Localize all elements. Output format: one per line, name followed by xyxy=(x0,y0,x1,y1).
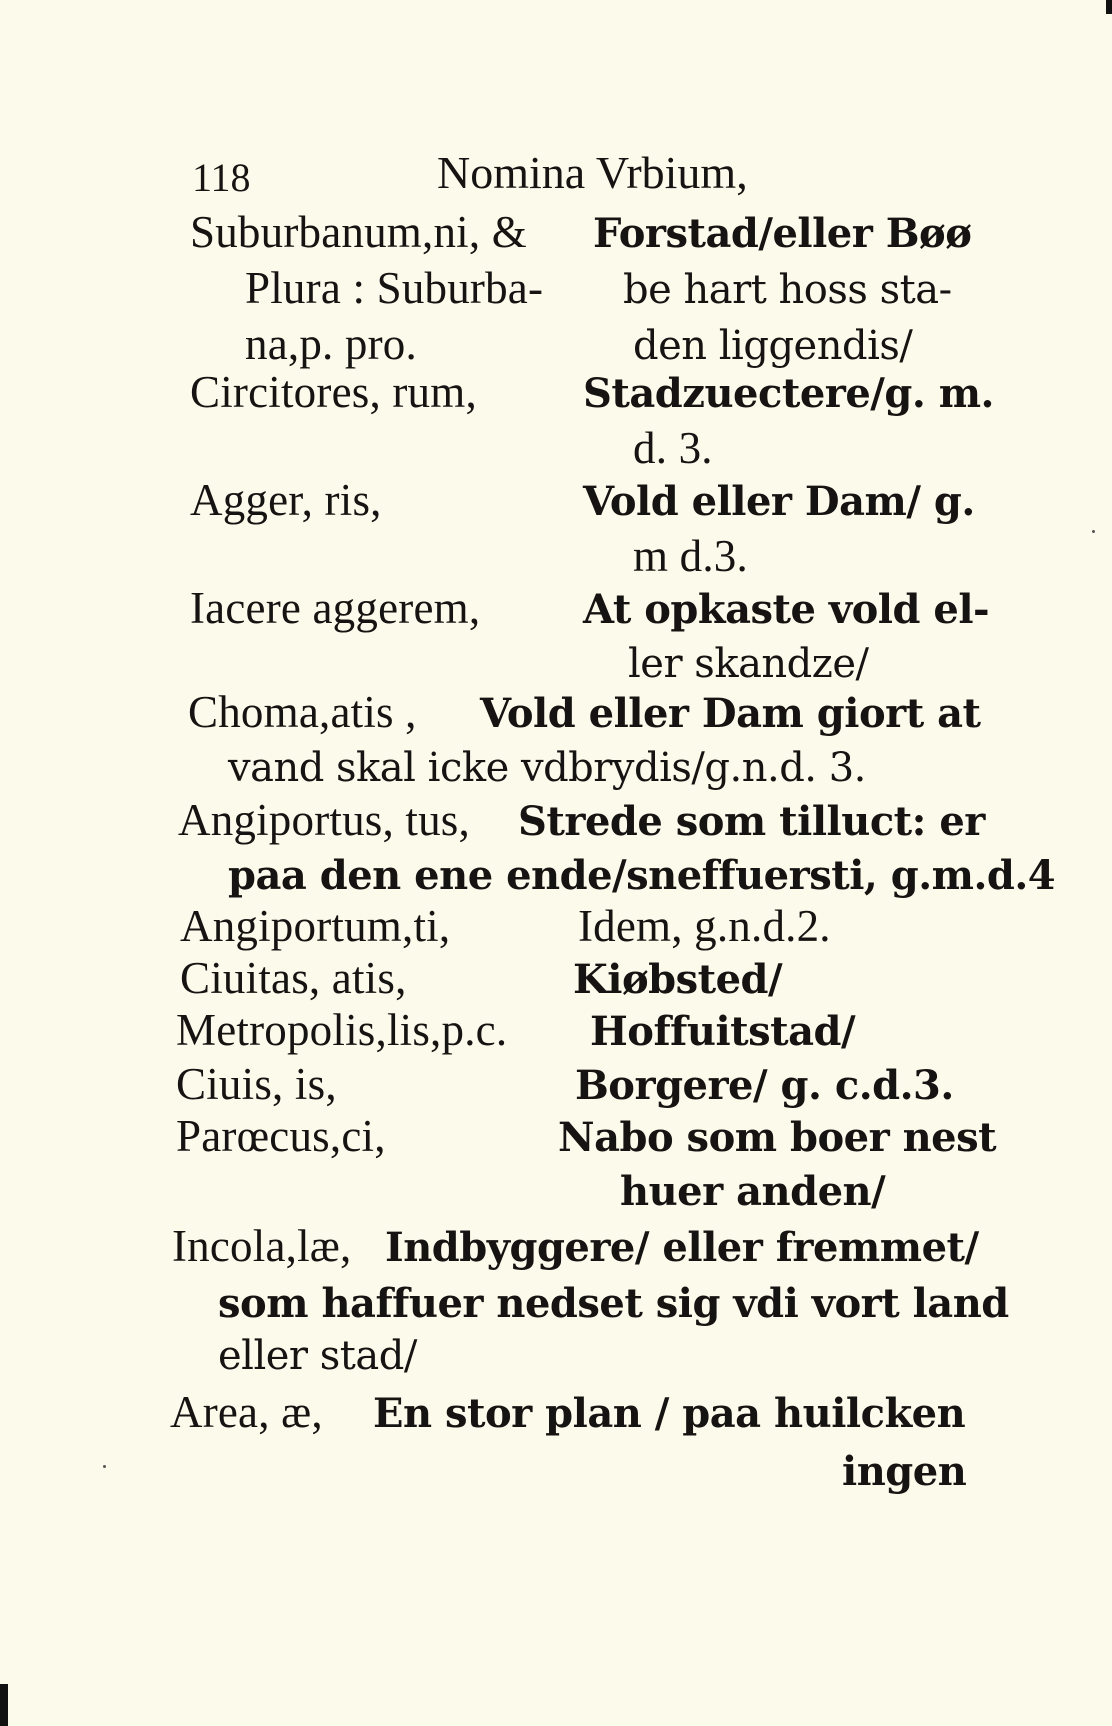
danish-gloss: Stadzuectere/g. m. xyxy=(583,370,994,417)
speck xyxy=(1092,530,1095,533)
danish-gloss: At opkaste vold el- xyxy=(583,586,990,633)
latin-line: na,p. pro. xyxy=(245,319,417,369)
latin-headword: Choma,atis , xyxy=(188,687,417,737)
latin-line: Plura : Suburba- xyxy=(245,263,544,313)
latin-headword: Parœcus,ci, xyxy=(176,1111,386,1161)
latin-headword: Incola,læ, xyxy=(172,1221,352,1271)
danish-gloss: Forstad/eller Bøø xyxy=(593,210,972,257)
latin-headword: Iacere aggerem, xyxy=(190,583,481,633)
latin-headword: Agger, ris, xyxy=(190,475,382,525)
danish-gloss: Vold eller Dam giort at xyxy=(480,690,981,737)
danish-gloss: Strede som tilluct: er xyxy=(518,798,985,845)
danish-gloss: Nabo som boer nest xyxy=(558,1114,997,1161)
latin-gloss: Idem, g.n.d.2. xyxy=(578,901,831,951)
latin-headword: Angiportus, tus, xyxy=(178,795,470,845)
latin-headword: Ciuis, is, xyxy=(176,1059,337,1109)
danish-gloss: huer anden/ xyxy=(620,1168,886,1215)
danish-gloss: som haffuer nedset sig vdi vort land xyxy=(218,1280,1009,1327)
scan-border-mark xyxy=(0,1684,8,1726)
danish-gloss-grammar: m d.3. xyxy=(633,531,748,581)
danish-gloss: Kiøbsted/ xyxy=(573,956,783,1003)
danish-gloss: Borgere/ g. c.d.3. xyxy=(575,1062,954,1109)
danish-gloss: be hart hoss sta- xyxy=(623,267,952,313)
danish-gloss: ler skandze/ xyxy=(628,641,869,687)
danish-gloss: En stor plan / paa huilcken xyxy=(373,1390,966,1437)
catchword: ingen xyxy=(842,1448,967,1495)
latin-headword: Suburbanum,ni, & xyxy=(190,207,527,257)
scan-border-mark xyxy=(1106,0,1112,14)
danish-gloss-grammar: d. 3. xyxy=(633,423,713,473)
latin-headword: Circitores, rum, xyxy=(190,367,477,417)
danish-gloss: paa den ene ende/sneffuersti, g.m.d.4 xyxy=(228,852,1056,899)
danish-gloss: den liggendis/ xyxy=(633,323,913,369)
latin-headword: Area, æ, xyxy=(170,1387,323,1437)
danish-gloss: Hoffuitstad/ xyxy=(590,1008,856,1055)
running-title: Nomina Vrbium, xyxy=(437,147,748,198)
latin-headword: Metropolis,lis,p.c. xyxy=(176,1005,508,1055)
danish-gloss: vand skal icke vdbrydis/g.n.d. 3. xyxy=(228,745,866,791)
danish-gloss: Vold eller Dam/ g. xyxy=(583,478,975,525)
latin-headword: Angiportum,ti, xyxy=(180,901,451,951)
page-number: 118 xyxy=(192,155,251,200)
latin-headword: Ciuitas, atis, xyxy=(180,953,407,1003)
speck xyxy=(103,1465,106,1468)
danish-gloss: eller stad/ xyxy=(218,1333,417,1379)
danish-gloss: Indbyggere/ eller fremmet/ xyxy=(385,1224,979,1271)
